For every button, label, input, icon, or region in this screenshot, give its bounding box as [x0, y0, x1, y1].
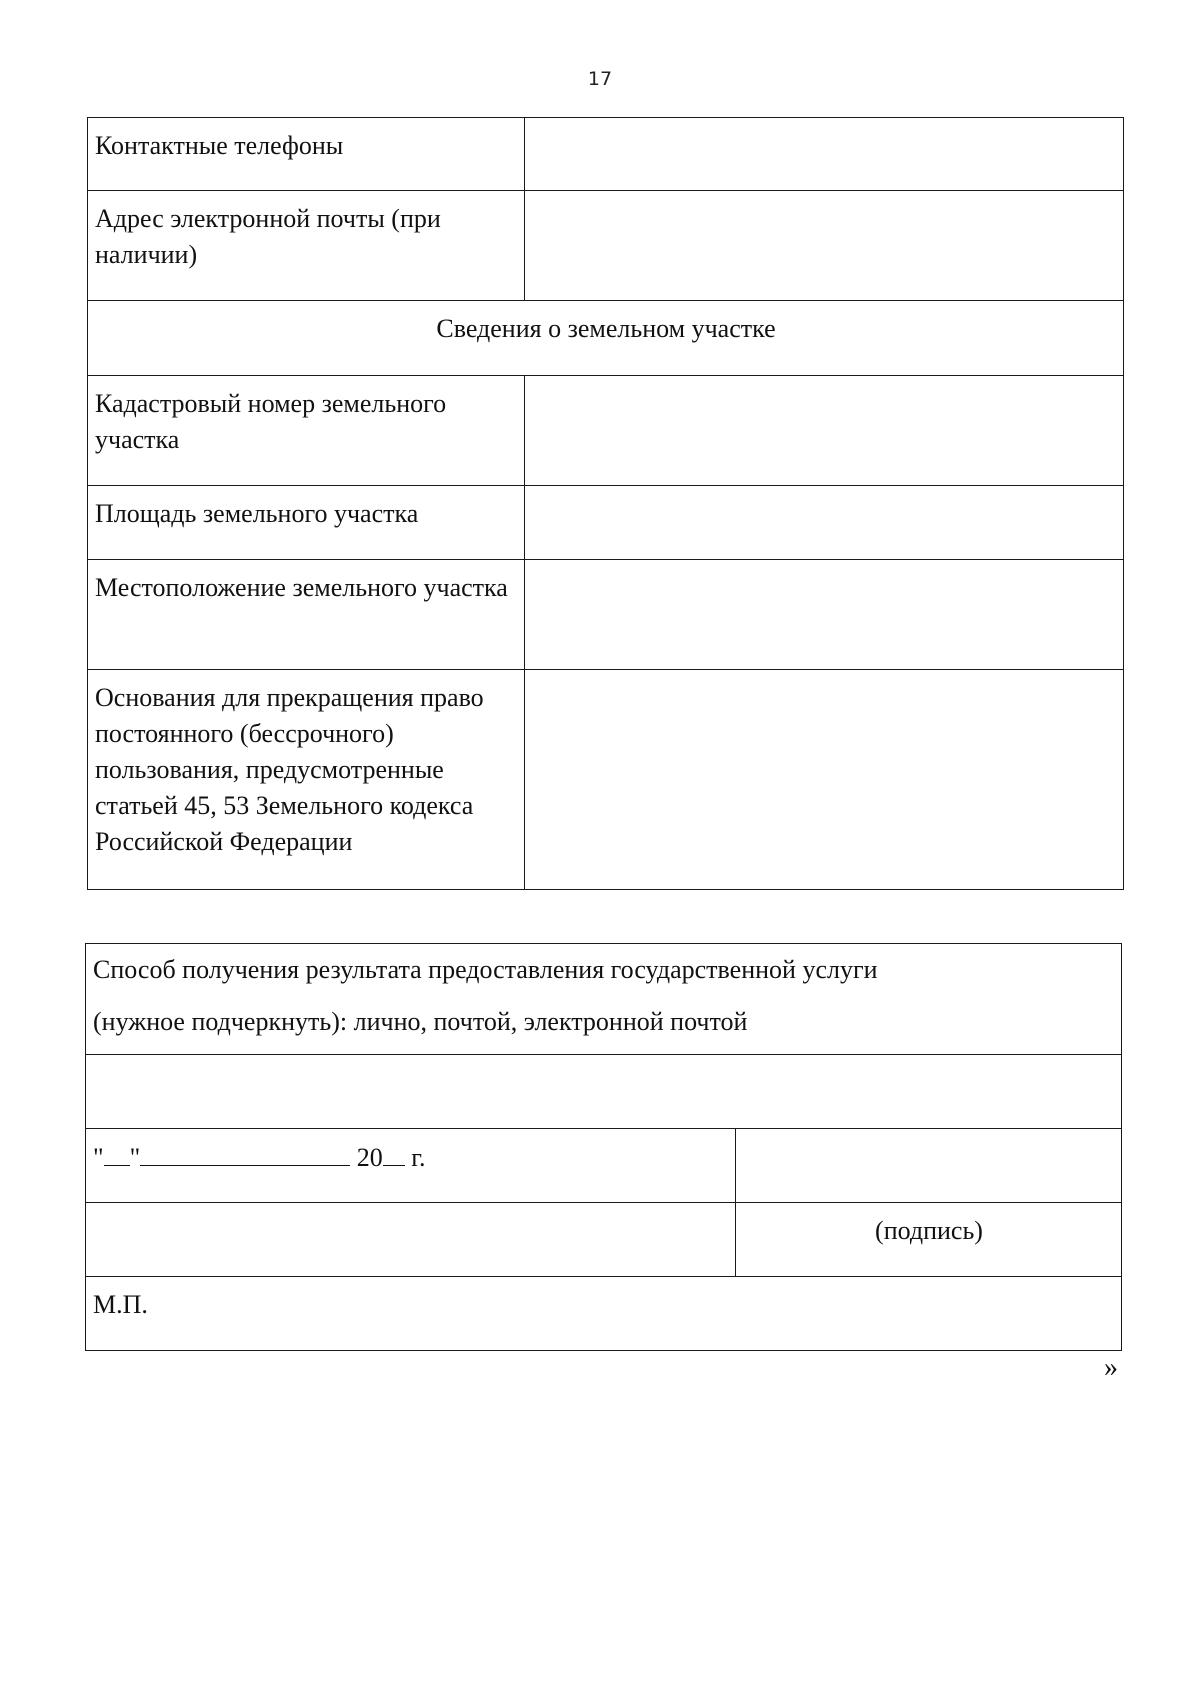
termination-grounds-label: Основания для прекращения право постоянного (бессрочного) пользования, предусмотренные статьей 45, 53 Земельного кодекса Российской Федерации: [88, 670, 525, 890]
table-row: [88, 376, 1124, 486]
blank-cell: [86, 1203, 736, 1277]
date-quote-close: ": [129, 1143, 141, 1172]
table-row: [88, 670, 1124, 890]
blank-field[interactable]: [86, 1055, 1122, 1129]
table-row: [88, 191, 1124, 301]
page-number: 17: [587, 68, 613, 90]
day-blank[interactable]: [104, 1139, 130, 1166]
table-row: [86, 944, 1122, 1055]
delivery-method-line-2: (нужное подчеркнуть): лично, почтой, электронной почтой: [93, 1007, 748, 1036]
table-row: [88, 560, 1124, 670]
termination-grounds-field[interactable]: [525, 670, 1124, 890]
land-area-field[interactable]: [525, 486, 1124, 560]
date-field[interactable]: [86, 1129, 736, 1203]
year-blank[interactable]: [383, 1139, 405, 1166]
email-label: Адрес электронной почты (при наличии): [88, 191, 525, 301]
cadastral-number-field[interactable]: [525, 376, 1124, 486]
date-quote-open: ": [93, 1143, 104, 1172]
closing-quote-mark: »: [1104, 1352, 1118, 1383]
year-suffix: г.: [411, 1143, 426, 1172]
table-row: [88, 301, 1124, 376]
month-blank[interactable]: [140, 1139, 350, 1166]
signature-label: (подпись): [736, 1203, 1122, 1277]
contact-phones-label: Контактные телефоны: [88, 118, 525, 191]
table-row: [86, 1277, 1122, 1351]
table-row: [88, 118, 1124, 191]
email-field[interactable]: [525, 191, 1124, 301]
applicant-info-table: [87, 117, 1124, 890]
contact-phones-field[interactable]: [525, 118, 1124, 191]
cadastral-number-label: Кадастровый номер земельного участка: [88, 376, 525, 486]
delivery-method-cell[interactable]: [86, 944, 1122, 1055]
signature-field[interactable]: [736, 1129, 1122, 1203]
table-row: [88, 486, 1124, 560]
land-area-label: Площадь земельного участка: [88, 486, 525, 560]
land-section-heading: Сведения о земельном участке: [88, 301, 1124, 376]
table-row: [86, 1203, 1122, 1277]
year-prefix: 20: [356, 1143, 383, 1172]
land-location-label: Местоположение земельного участка: [88, 560, 525, 670]
stamp-label: М.П.: [86, 1277, 1122, 1351]
table-row: [86, 1129, 1122, 1203]
delivery-method-line-1: Способ получения результата предоставления государственной услуги: [93, 955, 878, 984]
result-delivery-table: [85, 943, 1122, 1351]
table-row: [86, 1055, 1122, 1129]
land-location-field[interactable]: [525, 560, 1124, 670]
